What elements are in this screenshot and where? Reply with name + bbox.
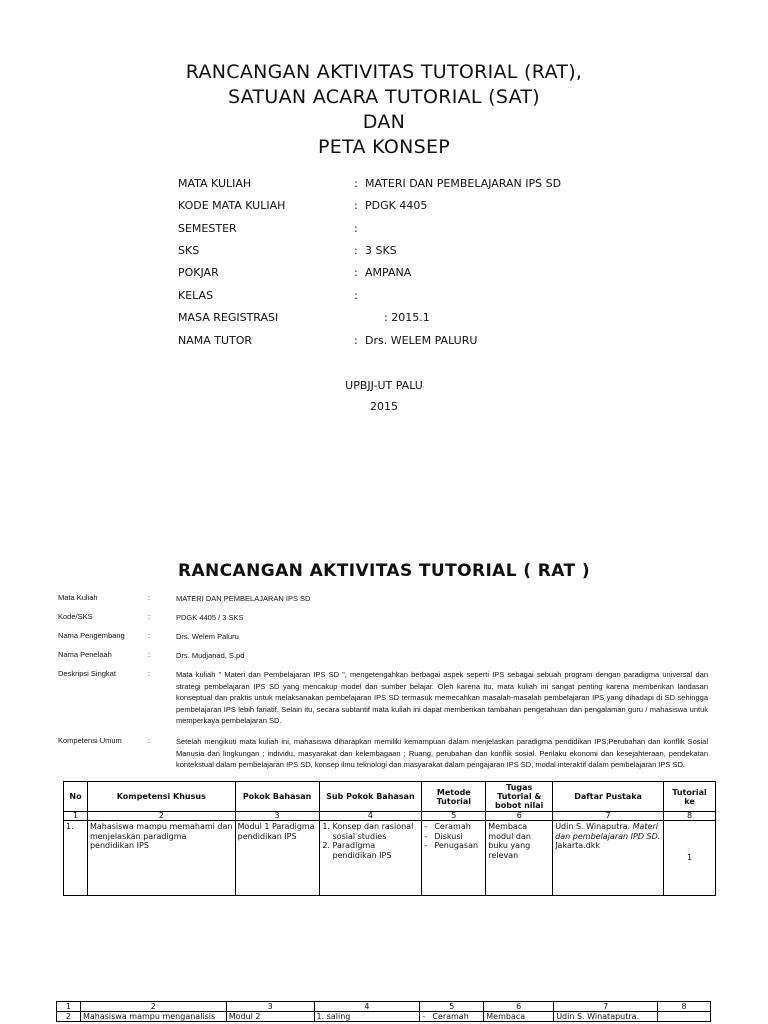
rat-table-continued [56, 1001, 711, 1022]
field-label: POKJAR [178, 266, 219, 279]
column-number: 5 [420, 1002, 484, 1012]
header-cell: Tugas Tutorial & bobot nilai [486, 782, 553, 812]
pustaka-author: Udin S. Winaputra. [555, 822, 631, 831]
column-number: 2 [80, 1002, 226, 1012]
metode-tutorial-cell [422, 821, 486, 896]
column-number-row [57, 1002, 711, 1012]
row-number: 1. [64, 821, 88, 896]
tugas-tutorial-cell: Membaca [484, 1012, 554, 1022]
info-deskripsi-singkat: Deskripsi Singkat : Mata kuliah " Materi dan Pembelajaran IPS SD ", mengetengahkan berbagai aspek seperti IPS sebagai sebuah program dengan paradigma universal dan strategi pembelajaran IPS SD yang mencakup model dan sumber belajar. Oleh karena itu, mata kuliah ini sangat penting karena memberikan landasan konseptual dan praktis untuk melaksanakan pembelajaran IPS SD termasuk memecahkan masalah-masalah pembelajaran IPS yang dihadapi di SD sehingga pembelajaran IPS lebih fariatif. Selain itu, secara subtantif mata kuliah ini dapat memberikan tambahan pengetahuan dan pengalaman guru / mahasiswa untuk memperkaya pembelajaran SD. [58, 669, 708, 725]
field-label: MATA KULIAH [178, 177, 252, 190]
field-nama-tutor: NAMA TUTOR : Drs. WELEM PALURU [178, 334, 478, 347]
field-value: AMPANA [365, 266, 412, 279]
field-label: NAMA TUTOR [178, 334, 253, 347]
tugas-tutorial-cell: Membaca modul dan buku yang relevan [486, 821, 553, 896]
cover-title-line-3: DAN [362, 111, 406, 133]
table-row [57, 1012, 711, 1022]
header-cell: Metode Tutorial [422, 782, 486, 812]
info-label: Kode/SKS [58, 612, 93, 621]
info-label: Nama Penelaah [58, 650, 112, 659]
field-semester: SEMESTER : [178, 222, 358, 235]
info-kode-sks: Kode/SKS : PDGK 4405 / 3 SKS [58, 612, 713, 624]
column-number: 1 [57, 1002, 81, 1012]
column-number: 5 [422, 812, 486, 821]
pokok-bahasan-cell: Modul 2 [226, 1012, 314, 1022]
field-label: KELAS [178, 289, 214, 302]
field-mata-kuliah: MATA KULIAH : MATERI DAN PEMBELAJARAN IPS SD [178, 177, 562, 190]
info-kompetensi-umum: Kompetensi Umum : Setelah mengikuti mata kuliah ini, mahasiswa diharapkan memiliki kemampuan dalam menjelaskan paradigma pendidikan IPS;Perubahan dan konflik Sosial Manusia dan lingkungan ; individu, masyarakat dan kelembagaan ; Ruang, perubahan dan konflik sosial. Perilaku ekonomi dan kesejahteraan, pendekatan kontekstual dalam pembelajaran IPS SD, konsep ilmu teknologi dan masyarakat dalam pengajaran IPS SD, modal interaktif dalam pembelajaran IPS SD. [58, 736, 708, 769]
info-label: Deskripsi Singkat [58, 669, 116, 678]
rat-table [63, 781, 716, 896]
header-cell: Tutorial ke [664, 782, 716, 812]
info-mata-kuliah: Mata Kuliah : MATERI DAN PEMBELAJARAN IPS SD [58, 593, 713, 605]
field-kelas: KELAS : [178, 289, 358, 302]
cover-year: 2015 [370, 400, 398, 413]
table-header-row [64, 782, 716, 812]
info-value: Mata kuliah " Materi dan Pembelajaran IPS SD ", mengetengahkan berbagai aspek seperti IPS sebagai sebuah program dengan paradigma universal dan strategi pembelajaran IPS SD yang mencakup model dan sumber belajar. Oleh karena itu, mata kuliah ini sangat penting karena memberikan landasan konseptual dan praktis untuk melaksanakan pembelajaran IPS SD termasuk memecahkan masalah-masalah pembelajaran IPS yang dihadapi di SD sehingga pembelajaran IPS lebih fariatif. Selain itu, secara subtantif mata kuliah ini dapat memberikan tambahan pengetahuan dan pengalaman guru / mahasiswa untuk memperkaya pembelajaran SD. [176, 670, 708, 725]
info-value: MATERI DAN PEMBELAJARAN IPS SD [176, 594, 311, 603]
field-label: KODE MATA KULIAH [178, 199, 286, 212]
field-sks: SKS : 3 SKS [178, 244, 397, 257]
info-label: Kompetensi Umum [58, 736, 122, 745]
column-number-row [64, 812, 716, 821]
list-item: - Ceramah [422, 1012, 481, 1021]
list-item: - Diskusi [424, 832, 483, 842]
cover-title-line-4: PETA KONSEP [317, 136, 451, 158]
header-cell: Sub Pokok Bahasan [319, 782, 422, 812]
cover-title-line-1: RANCANGAN AKTIVITAS TUTORIAL (RAT), [185, 61, 583, 83]
field-value: PDGK 4405 [365, 199, 428, 212]
field-label: SKS [178, 244, 200, 257]
column-number: 6 [484, 1002, 554, 1012]
daftar-pustaka-cell: Udin S. Winataputra. [554, 1012, 658, 1022]
metode-tutorial-cell [420, 1012, 484, 1022]
column-number: 2 [87, 812, 235, 821]
column-number: 8 [658, 1002, 711, 1012]
info-value: Setelah mengikuti mata kuliah ini, mahasiswa diharapkan memiliki kemampuan dalam menjelaskan paradigma pendidikan IPS;Perubahan dan konflik Sosial Manusia dan lingkungan ; individu, masyarakat dan kelembagaan ; Ruang, perubahan dan konflik sosial. Perilaku ekonomi dan kesejahteraan, pendekatan kontekstual dalam pembelajaran IPS SD, konsep ilmu teknologi dan masyarakat dalam pengajaran IPS SD, modal interaktif dalam pembelajaran IPS SD. [176, 737, 708, 769]
kompetensi-khusus-cell: Mahasiswa mampu menganalisis [80, 1012, 226, 1022]
sub-pokok-bahasan-cell: 1. saling [314, 1012, 420, 1022]
field-pokjar: POKJAR : AMPANA [178, 266, 412, 279]
field-value: 3 SKS [365, 244, 397, 257]
column-number: 7 [554, 1002, 658, 1012]
sub-pokok-bahasan-cell [319, 821, 422, 896]
daftar-pustaka-cell [553, 821, 664, 896]
field-label: SEMESTER [178, 222, 237, 235]
column-number: 8 [664, 812, 716, 821]
list-item: - Ceramah [424, 822, 483, 832]
field-value: Drs. WELEM PALURU [365, 334, 478, 347]
info-value: Drs. Welem Paluru [176, 632, 239, 641]
list-item: 1. Konsep dan rasional sosial studies [333, 822, 420, 841]
tutorial-ke-cell [658, 1012, 711, 1022]
header-cell: Daftar Pustaka [553, 782, 664, 812]
field-value: : 2015.1 [384, 311, 430, 324]
info-value: PDGK 4405 / 3 SKS [176, 613, 244, 622]
list-item: - Penugasan [424, 841, 483, 851]
column-number: 3 [226, 1002, 314, 1012]
info-nama-pengembang: Nama Pengembang : Drs. Welem Paluru [58, 631, 713, 643]
info-value: Drs. Mudjanad, S.pd [176, 651, 245, 660]
list-item: 2. Paradigma pendidikan IPS [333, 841, 420, 860]
pokok-bahasan-cell: Modul 1 Paradigma pendidikan IPS [235, 821, 319, 896]
column-number: 1 [64, 812, 88, 821]
row-number: 2 [57, 1012, 81, 1022]
header-cell: No [64, 782, 88, 812]
header-cell: Kompetensi Khusus [87, 782, 235, 812]
pustaka-publisher: Jakarta.dkk [555, 841, 601, 850]
column-number: 4 [319, 812, 422, 821]
field-masa-registrasi [178, 311, 698, 329]
field-value: MATERI DAN PEMBELAJARAN IPS SD [365, 177, 562, 190]
header-cell: Pokok Bahasan [235, 782, 319, 812]
rat-title: RANCANGAN AKTIVITAS TUTORIAL ( RAT ) [178, 561, 590, 581]
info-nama-penelaah: Nama Penelaah : Drs. Mudjanad, S.pd [58, 650, 713, 662]
info-label: Nama Pengembang [58, 631, 125, 640]
field-kode-mata-kuliah: KODE MATA KULIAH : PDGK 4405 [178, 199, 428, 212]
pustaka-title: Materi dan pembelajaran IPD SD. [555, 822, 661, 841]
field-label: MASA REGISTRASI [178, 311, 279, 324]
info-label: Mata Kuliah [58, 593, 98, 602]
institution: UPBJJ-UT PALU [345, 379, 423, 392]
table-row [64, 821, 716, 896]
cover-title-line-2: SATUAN ACARA TUTORIAL (SAT) [227, 86, 541, 108]
column-number: 7 [553, 812, 664, 821]
kompetensi-khusus-cell: Mahasiswa mampu memahami dan menjelaskan paradigma pendidikan IPS [87, 821, 235, 896]
column-number: 4 [314, 1002, 420, 1012]
tutorial-ke-cell: 1 [664, 821, 716, 896]
column-number: 6 [486, 812, 553, 821]
column-number: 3 [235, 812, 319, 821]
